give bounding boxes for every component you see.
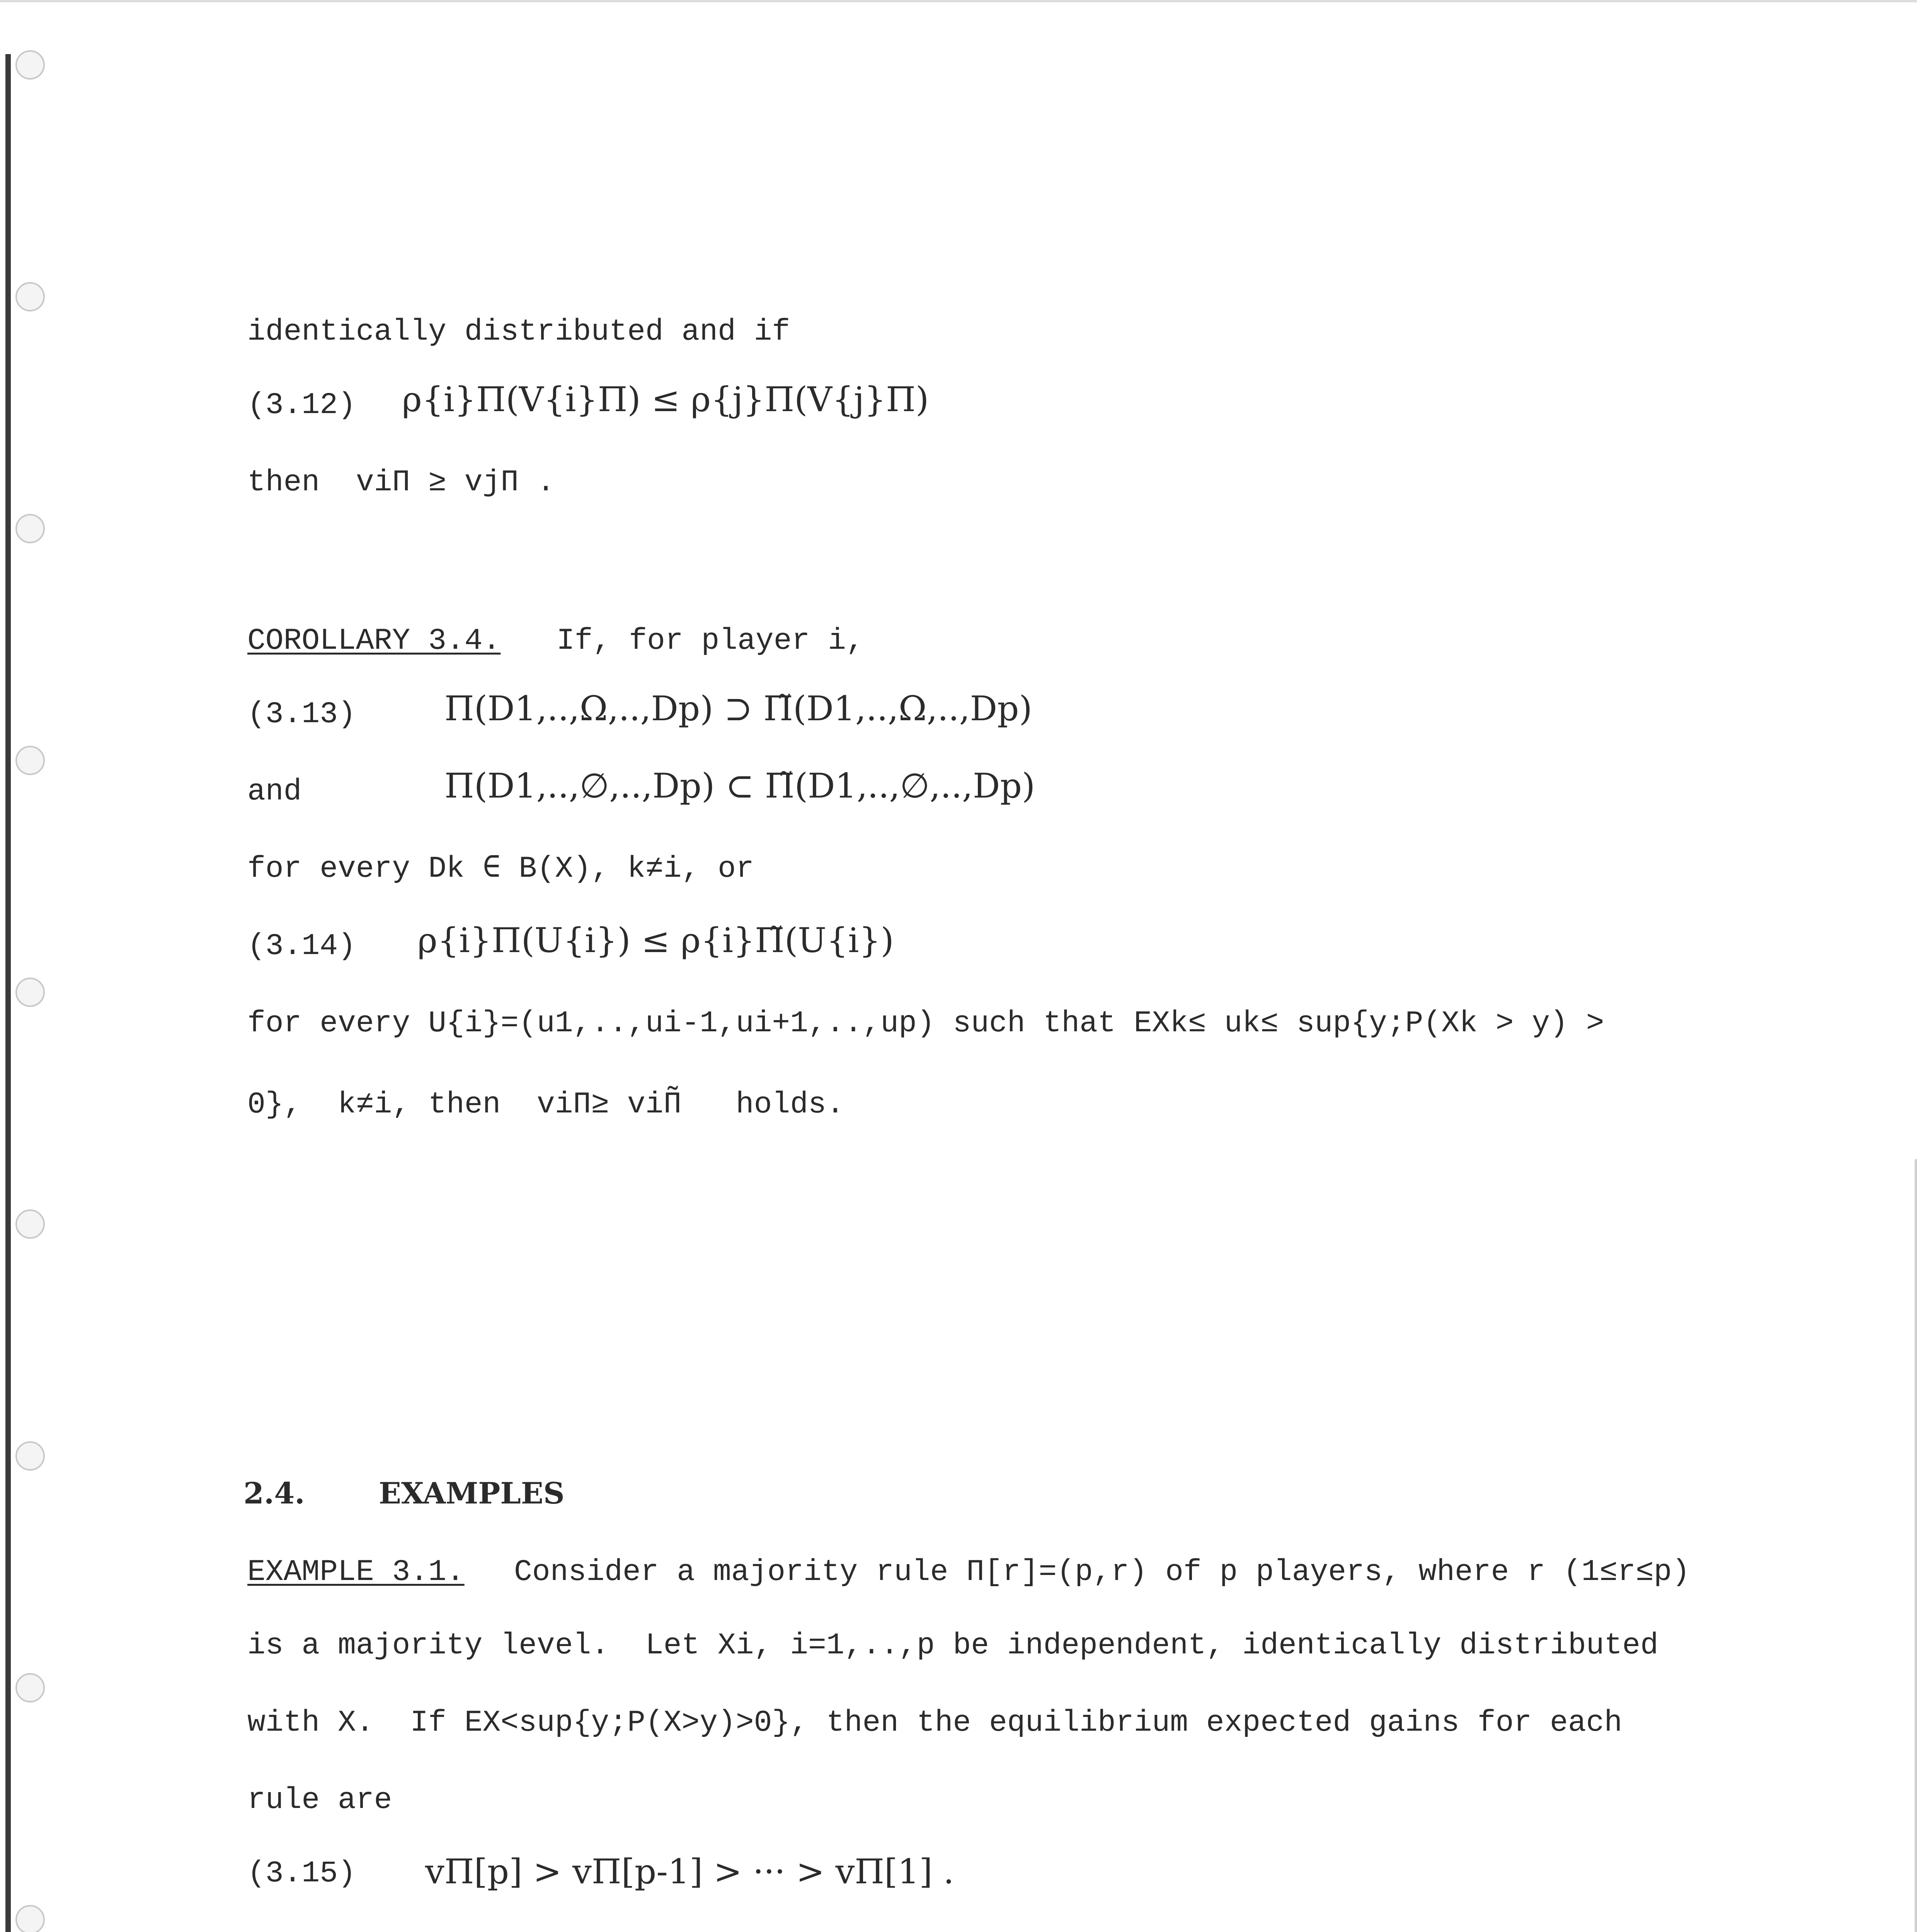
punch-hole <box>15 514 45 543</box>
punch-hole <box>15 50 45 80</box>
punch-hole <box>15 1209 45 1239</box>
binding-edge <box>5 54 11 1932</box>
equation-label: (3.14) <box>247 929 356 963</box>
text-line: Consider a majority rule Π[r]=(p,r) of p players, where r (1≤r≤p) <box>514 1555 1690 1589</box>
punch-hole <box>15 746 45 775</box>
text-line: identically distributed and if <box>247 315 790 349</box>
text-line: is a majority level. Let Xi, i=1,..,p be independent, identically distributed <box>247 1629 1658 1663</box>
right-edge <box>1915 1159 1917 1932</box>
equation-label: (3.15) <box>247 1857 356 1891</box>
text-line: with X. If EX<sup{y;P(X>y)>0}, then the equilibrium expected gains for each <box>247 1706 1622 1740</box>
section-number: 2.4. <box>243 1476 305 1510</box>
top-edge <box>0 0 1917 2</box>
equation-label: (3.13) <box>247 697 356 731</box>
corollary-text: If, for player i, <box>557 624 864 658</box>
punch-hole <box>15 978 45 1007</box>
text-line: for every Dk ∈ B(X), k≠i, or <box>247 852 754 886</box>
equation-label: (3.12) <box>247 388 356 422</box>
text-line: for every U{i}=(u1,..,ui-1,ui+1,..,up) such that EXk≤ uk≤ sup{y;P(Xk > y) > <box>247 1007 1604 1041</box>
punch-hole <box>15 1905 45 1932</box>
punch-hole <box>15 282 45 311</box>
example-label: EXAMPLE 3.1. <box>247 1555 465 1589</box>
equation-3-13b: Π(D1,..,∅,..,Dp) ⊂ Π̃(D1,..,∅,..,Dp) <box>444 766 1035 806</box>
corollary-label: COROLLARY 3.4. <box>247 624 501 658</box>
equation-3-15: vΠ[p] > vΠ[p-1] > ··· > vΠ[1] . <box>425 1852 954 1891</box>
section-title: EXAMPLES <box>379 1476 565 1510</box>
text-line: then viΠ ≥ vjΠ . <box>247 466 555 500</box>
text-line: rule are <box>247 1783 392 1817</box>
equation-3-12: ρ{i}Π(V{i}Π) ≤ ρ{j}Π(V{j}Π) <box>402 379 929 419</box>
text-line: 0}, k≠i, then viΠ≥ viΠ̃ holds. <box>247 1088 844 1122</box>
equation-3-13a: Π(D1,..,Ω,..,Dp) ⊃ Π̃(D1,..,Ω,..,Dp) <box>444 689 1032 728</box>
punch-hole <box>15 1441 45 1471</box>
punch-hole <box>15 1673 45 1702</box>
equation-3-14: ρ{i}Π(U{i}) ≤ ρ{i}Π̃(U{i}) <box>417 920 894 960</box>
and-label: and <box>247 775 302 809</box>
